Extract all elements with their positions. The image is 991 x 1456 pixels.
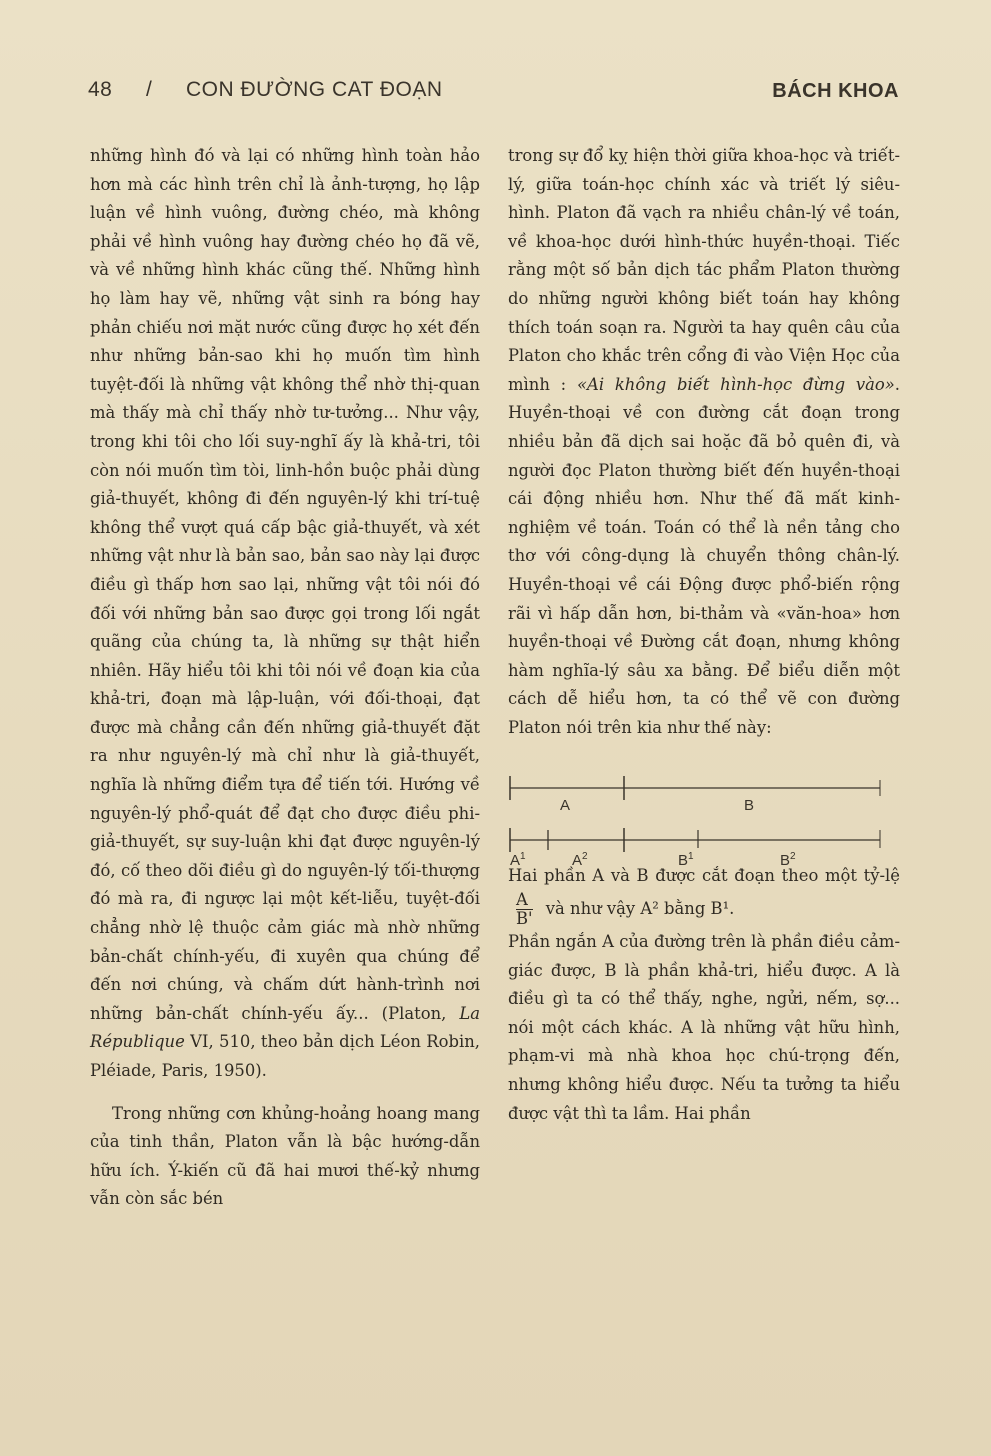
label-a1 [510, 843, 526, 876]
fraction-numerator: A [516, 890, 528, 910]
caption-text: Hai phần A và B được cắt đoạn theo một tỷ-lệ [508, 866, 900, 886]
label-b1 [678, 843, 694, 876]
page-header [88, 72, 899, 112]
citation-text: VI, 510, theo bản dịch Léon Robin, Pléiade, Paris, 1950). [90, 1032, 480, 1080]
paragraph-text: trong sự đổ kỵ hiện thời giữa khoa-học và triết-lý, giữa toán-học chính xác và triết lý siêu-hình. Platon đã vạch ra nhiều chân-lý về toán, về khoa-học dưới hình-thức huyền-thoại. Tiếc rằng một số bản dịch tác phẩm Platon thường do những người không biết toán hay không thích toán soạn ra. Người ta hay quên câu của Platon cho khắc trên cổng đi vào Viện Học của mình : [508, 146, 900, 394]
label-a1-sup: 1 [520, 851, 526, 863]
fraction-denominator: B' [516, 909, 533, 929]
left-column [90, 142, 480, 1214]
label-a-top: A [560, 797, 571, 815]
right-column [508, 142, 900, 1128]
paragraph: Phần ngắn A của đường trên là phần điều cảm-giác được, B là phần khả-tri, hiểu được. A là điều gì ta có thể thấy, nghe, ngửi, nếm, sợ... nói một cách khác. A là những vật hữu hình, phạm-vi mà nhà khoa học chú-trọng đến, nhưng không hiểu được. Nếu ta tưởng ta hiểu được vật thì ta lầm. Hai phần [508, 932, 900, 1123]
header-separator: / [146, 78, 153, 101]
label-b1-letter: B [678, 852, 689, 870]
label-a2 [572, 843, 588, 876]
paragraph [508, 142, 900, 742]
paragraph-text: . Huyền-thoại về con đường cắt đoạn trong nhiều bản đã dịch sai hoặc đã bỏ quên đi, và người đọc Platon thường biết đến huyền-thoại cái động nhiều hơn. Như thế đã mất kinh-nghiệm về toán. Toán có thể là nền tảng cho thơ với công-dụng là chuyển thông chân-lý. Huyền-thoại về cái Động được phổ-biến rộng rãi vì hấp dẫn hơn, bi-thảm và «văn-hoa» hơn huyền-thoại về Đường cắt đoạn, nhưng không hàm nghĩa-lý sâu xa bằng. Để biểu diễn một cách dễ hiểu hơn, ta có thể vẽ con đường Platon nói trên kia như thế này: [508, 374, 900, 737]
quotation-paragraph [90, 142, 480, 1086]
quotation-text: những hình đó và lại có những hình toàn hảo hơn mà các hình trên chỉ là ảnh-tượng, họ lập luận về hình vuông, đường chéo, mà không phải về hình vuông hay đường chéo họ đã vẽ, và về những hình khác cũng thế. Những hình họ làm hay vẽ, những vật sinh ra bóng hay phản chiếu nơi mặt nước cũng được họ xét đến như những bản-sao khi họ muốn tìm hình tuyệt-đối là những vật không thể nhờ thị-quan mà thấy mà chỉ thấy nhờ tư-tưởng... Như vậy, trong khi tôi cho lối suy-nghĩ ấy là khả-tri, tôi còn nói muốn tìm tòi, linh-hồn buộc phải dùng giả-thuyết, không đi đến nguyên-lý khi trí-tuệ không thể vượt quá cấp bậc giả-thuyết, và xét những vật như là bản sao, bản sao này lại được điều gì thấp hơn sao lại, những vật tôi nói đó đối với những bản sao được gọi trong lối ngắt quãng của chúng ta, là những sự thật hiển nhiên. Hãy hiểu tôi khi tôi nói về đoạn kia của khả-tri, đoạn mà lập-luận, với đối-thoại, đạt được mà chẳng cần đến những giả-thuyết đặt ra như nguyên-lý mà chỉ như là giả-thuyết, nghĩa là những điểm tựa để tiến tới. Hướng về nguyên-lý phổ-quát để đạt cho được điều phi-giả-thuyết, sự suy-luận khi đạt được nguyên-lý đó, cố theo dõi điều gì do nguyên-lý tối-thượng đó mà ra, đi ngược lại một kết-liễu, tuyệt-đối chẳng nhờ lệ thuộc cảm giác mà nhờ những bản-chất chính-yếu, đi xuyên qua chúng để đến nơi chúng, và chấm dứt hành-trình nơi những bản-chất chính-yếu ấy... (Platon, [90, 146, 481, 1023]
label-a2-sup: 2 [582, 851, 588, 863]
label-a1-letter: A [510, 852, 521, 870]
caption-text-end: và như vậy A² bằng B¹. [545, 899, 735, 919]
label-b2-letter: B [780, 852, 791, 870]
label-b2 [780, 843, 796, 876]
magazine-name: BÁCH KHOA [772, 80, 899, 102]
label-b2-sup: 2 [790, 851, 796, 863]
label-b1-sup: 1 [688, 851, 694, 863]
figure-caption [508, 862, 900, 928]
ratio-fraction [516, 891, 533, 928]
academy-quote: «Ai không biết hình-học đừng vào» [576, 374, 895, 394]
article-title: CON ĐƯỜNG CAT ĐOẠN [186, 78, 443, 101]
label-a2-letter: A [572, 852, 583, 870]
page-number: 48 [88, 78, 113, 101]
paragraph: Trong những cơn khủng-hoảng hoang mang của tinh thần, Platon vẫn là bậc hướng-dẫn hữu ích. Ý-kiến cũ đã hai mươi thế-kỷ nhưng vẫn còn sắc bén [90, 1103, 480, 1209]
book-title: La République [90, 1003, 480, 1052]
divided-line-diagram [508, 748, 900, 870]
label-b-top: B [744, 797, 755, 815]
